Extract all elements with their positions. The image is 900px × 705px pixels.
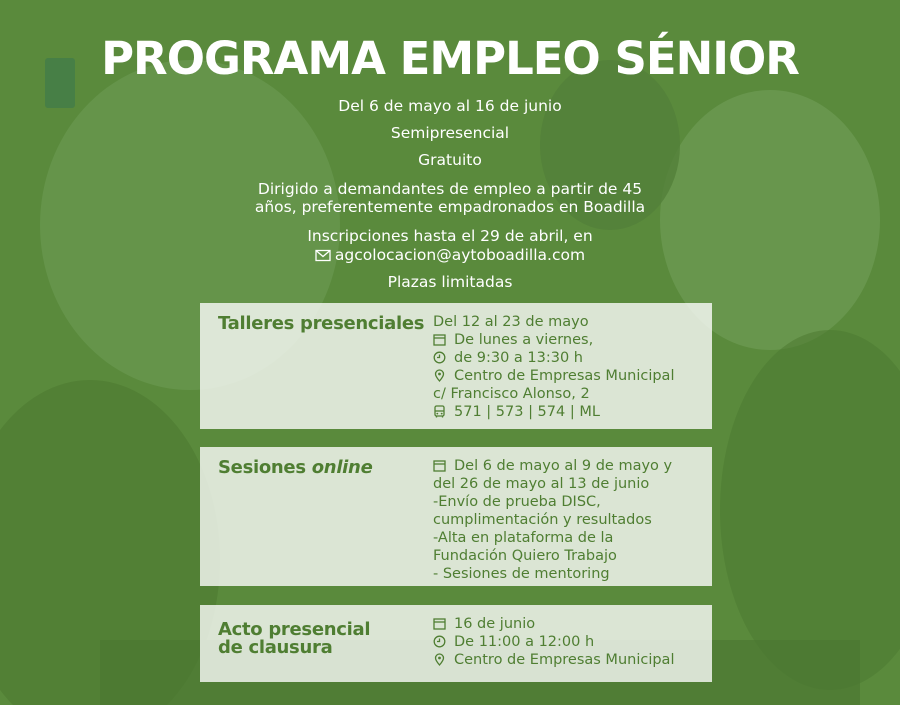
info-places: Plazas limitadas — [387, 273, 513, 291]
card-online-title-text: Sesiones — [218, 457, 312, 478]
talleres-address: c/ Francisco Alonso, 2 — [433, 386, 590, 402]
clausura-date: 16 de junio — [454, 616, 536, 632]
online-line5: -Alta en plataforma de la — [433, 530, 614, 546]
calendar-icon — [433, 459, 446, 472]
card-online-title — [218, 459, 372, 477]
talleres-place: Centro de Empresas Municipal — [454, 368, 675, 384]
clausura-title-line1: Acto presencial — [218, 619, 371, 640]
info-target-line1: Dirigido a demandantes de empleo a partir de 45 — [257, 180, 643, 198]
card-clausura — [200, 605, 712, 682]
info-dates: Del 6 de mayo al 16 de junio — [338, 97, 562, 115]
info-registration: Inscripciones hasta el 29 de abril, en — [307, 227, 593, 245]
clausura-place-row — [433, 651, 674, 669]
clausura-hours-row — [433, 633, 674, 651]
info-email-row — [0, 246, 900, 264]
clock-icon — [433, 351, 446, 364]
location-pin-icon — [433, 369, 446, 382]
card-clausura-title — [218, 621, 370, 657]
info-price: Gratuito — [418, 151, 482, 169]
online-line1: Del 6 de mayo al 9 de mayo y — [454, 458, 673, 474]
card-online — [200, 447, 712, 586]
online-line4: cumplimentación y resultados — [433, 512, 652, 528]
page-title: PROGRAMA EMPLEO SÉNIOR — [101, 32, 799, 85]
email-link[interactable]: agcolocacion@aytoboadilla.com — [334, 246, 586, 264]
talleres-bus: 571 | 573 | 574 | ML — [454, 404, 600, 420]
calendar-icon — [433, 333, 446, 346]
info-mode: Semipresencial — [390, 124, 510, 142]
clausura-title-line2: de clausura — [218, 637, 333, 658]
card-talleres — [200, 303, 712, 429]
card-talleres-body — [433, 313, 674, 421]
talleres-dates: Del 12 al 23 de mayo — [433, 314, 589, 330]
talleres-bus-row — [433, 403, 674, 421]
online-line6: Fundación Quiero Trabajo — [433, 548, 617, 564]
card-talleres-title: Talleres presenciales — [218, 313, 425, 334]
clock-icon — [433, 635, 446, 648]
location-pin-icon — [433, 653, 446, 666]
photo-shadow-right — [720, 330, 900, 690]
bus-icon — [433, 405, 446, 418]
clausura-place: Centro de Empresas Municipal — [454, 652, 675, 668]
card-clausura-body — [433, 615, 674, 669]
talleres-days-row — [433, 331, 674, 349]
talleres-hours-row — [433, 349, 674, 367]
online-line2: del 26 de mayo al 13 de junio — [433, 476, 650, 492]
talleres-hours: de 9:30 a 13:30 h — [454, 350, 583, 366]
mail-icon — [315, 249, 331, 262]
card-online-title-italic: online — [311, 457, 373, 478]
clausura-date-row — [433, 615, 674, 633]
online-line3: -Envío de prueba DISC, — [433, 494, 601, 510]
clausura-hours: De 11:00 a 12:00 h — [454, 634, 595, 650]
talleres-place-row — [433, 367, 674, 385]
info-target — [0, 180, 900, 216]
online-line1-row — [433, 457, 672, 475]
card-online-body — [433, 457, 672, 583]
info-target-line2: años, preferentemente empadronados en Boadilla — [254, 198, 646, 216]
online-line7: - Sesiones de mentoring — [433, 566, 610, 582]
talleres-days: De lunes a viernes, — [454, 332, 594, 348]
calendar-icon — [433, 617, 446, 630]
